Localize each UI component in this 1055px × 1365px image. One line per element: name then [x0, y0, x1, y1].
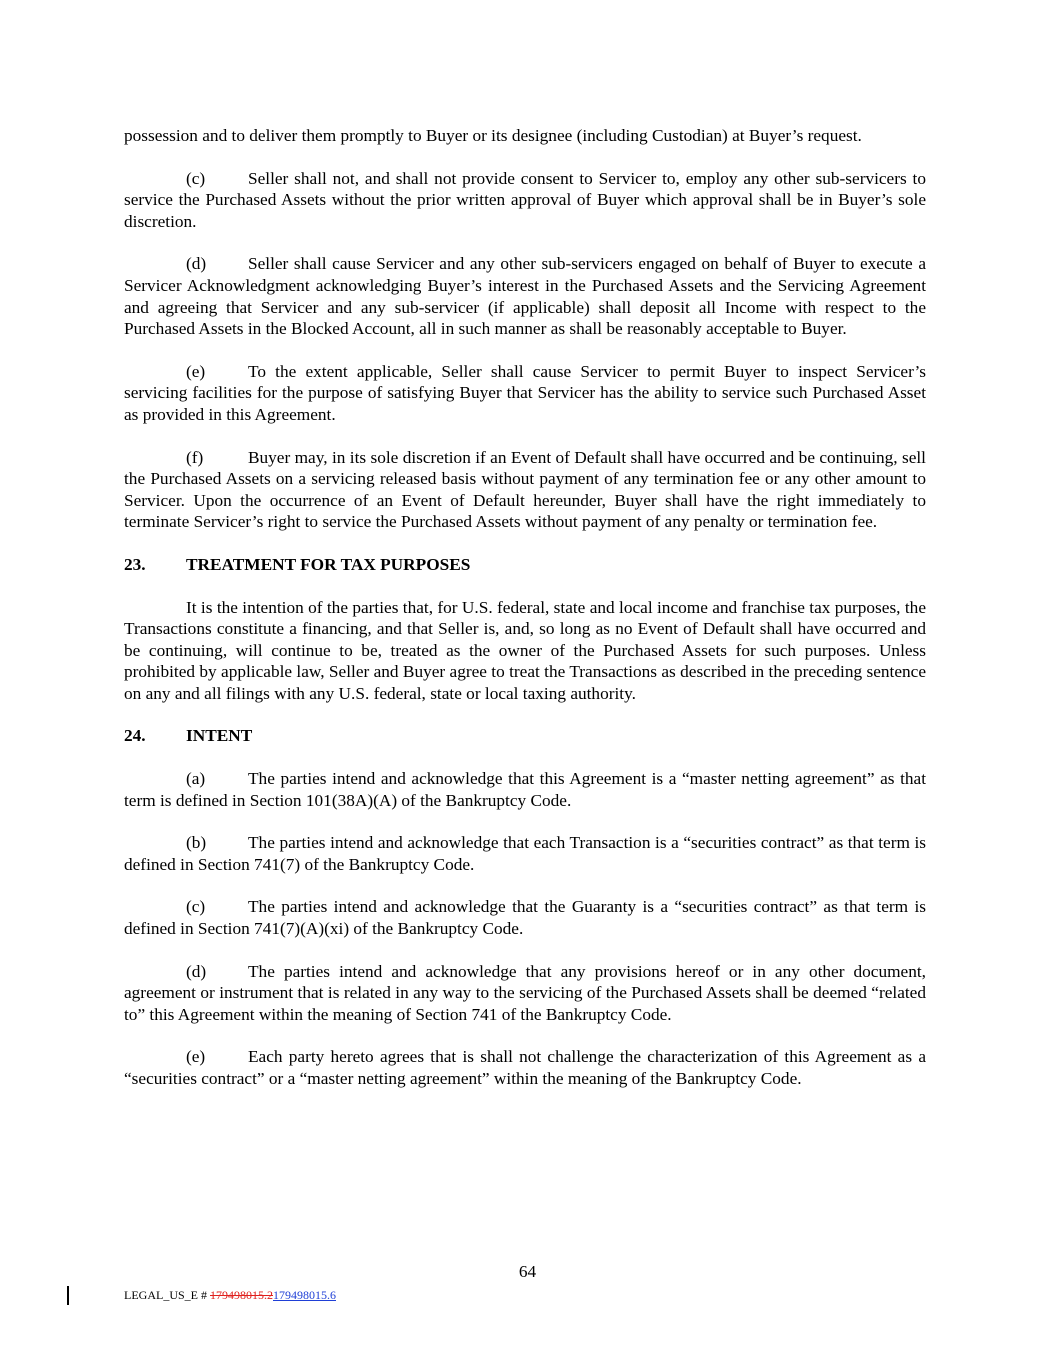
paragraph-text: To the extent applicable, Seller shall cause Servicer to permit Buyer to inspect Servicer’s servicing facilities for the purpose of satisfying Buyer that Servicer has the ability to service such Purchased Asset as provided in this Agreement. — [124, 361, 926, 424]
inserted-document-id: 179498015.6 — [273, 1288, 336, 1302]
paragraph-enum: (d) — [186, 961, 207, 981]
paragraph-22c — [124, 168, 926, 233]
document-page — [124, 125, 926, 1111]
paragraph-text: Each party hereto agrees that is shall not challenge the characterization of this Agreement as a “securities contract” or a “master netting agreement” within the meaning of the Bankruptcy Code. — [124, 1047, 926, 1088]
paragraph-22d — [124, 253, 926, 339]
section-heading-23 — [124, 554, 926, 576]
paragraph-24e — [124, 1046, 926, 1089]
paragraph-enum: (d) — [186, 254, 207, 274]
section-title: INTENT — [186, 726, 253, 746]
paragraph-enum: (e) — [186, 361, 206, 381]
revision-change-bar — [67, 1286, 69, 1305]
paragraph-text: The parties intend and acknowledge that each Transaction is a “securities contract” as that term is defined in Section 741(7) of the Bankruptcy Code. — [124, 833, 926, 874]
section-number: 23. — [124, 554, 146, 574]
paragraph-text: Seller shall not, and shall not provide consent to Servicer to, employ any other sub-servicers to service the Purchased Assets without the prior written approval of Buyer which approval shall be in Buyer’s sole discretion. — [124, 168, 926, 231]
footer-prefix: LEGAL_US_E # — [124, 1288, 210, 1302]
paragraph-text: The parties intend and acknowledge that the Guaranty is a “securities contract” as that term is defined in Section 741(7)(A)(xi) of the Bankruptcy Code. — [124, 897, 926, 939]
paragraph-text: Buyer may, in its sole discretion if an Event of Default shall have occurred and be continuing, sell the Purchased Assets on a servicing released basis without payment of any termination fee or any other amount to Servicer. Upon the occurrence of an Event of Default hereunder, Buyer shall have the right immediately to terminate Servicer’s right to service the Purchased Assets without payment of any penalty or termination fee. — [124, 447, 926, 532]
document-id-footer — [124, 1288, 336, 1302]
page-number: 64 — [518, 1262, 537, 1281]
section-title: TREATMENT FOR TAX PURPOSES — [186, 554, 471, 574]
section-number: 24. — [124, 726, 146, 746]
continued-paragraph: possession and to deliver them promptly to Buyer or its designee (including Custodian) at Buyer’s request. — [124, 126, 862, 145]
paragraph-24d — [124, 961, 926, 1026]
section-23-paragraph: It is the intention of the parties that, for U.S. federal, state and local income and franchise tax purposes, the Transactions constitute a financing, and that Seller is, and, so long as no Event of Default shall have occurred and be continuing, will continue to be, treated as the owner of the Purchased Assets for such purposes. Unless prohibited by applicable law, Seller and Buyer agree to treat the Transactions as described in the preceding sentence on any and all filings with any U.S. federal, state or local taxing authority. — [124, 597, 926, 703]
paragraph-enum: (f) — [186, 447, 204, 467]
paragraph-enum: (c) — [186, 897, 206, 917]
deleted-document-id: 179498015.2 — [210, 1288, 273, 1302]
paragraph-text: The parties intend and acknowledge that this Agreement is a “master netting agreement” as that term is defined in Section 101(38A)(A) of the Bankruptcy Code. — [124, 769, 926, 810]
paragraph-enum: (c) — [186, 168, 206, 188]
paragraph-24b — [124, 832, 926, 875]
section-heading-24 — [124, 725, 926, 747]
paragraph-enum: (b) — [186, 833, 207, 853]
paragraph-text: The parties intend and acknowledge that any provisions hereof or in any other document, agreement or instrument that is related in any way to the servicing of the Purchased Assets shall be deemed “related to” this Agreement within the meaning of Section 741 of the Bankruptcy Code. — [124, 961, 926, 1024]
paragraph-enum: (e) — [186, 1047, 206, 1067]
paragraph-22e — [124, 361, 926, 426]
paragraph-24a — [124, 768, 926, 811]
paragraph-22f — [124, 447, 926, 533]
paragraph-enum: (a) — [186, 769, 206, 789]
paragraph-text: Seller shall cause Servicer and any other sub-servicers engaged on behalf of Buyer to execute a Servicer Acknowledgment acknowledging Buyer’s interest in the Purchased Assets and the Servicing Agreement and agreeing that Servicer and any sub-servicer (if applicable) shall deposit all Income with respect to the Purchased Assets in the Blocked Account, all in such manner as shall be reasonably acceptable to Buyer. — [124, 254, 926, 339]
paragraph-24c — [124, 896, 926, 939]
